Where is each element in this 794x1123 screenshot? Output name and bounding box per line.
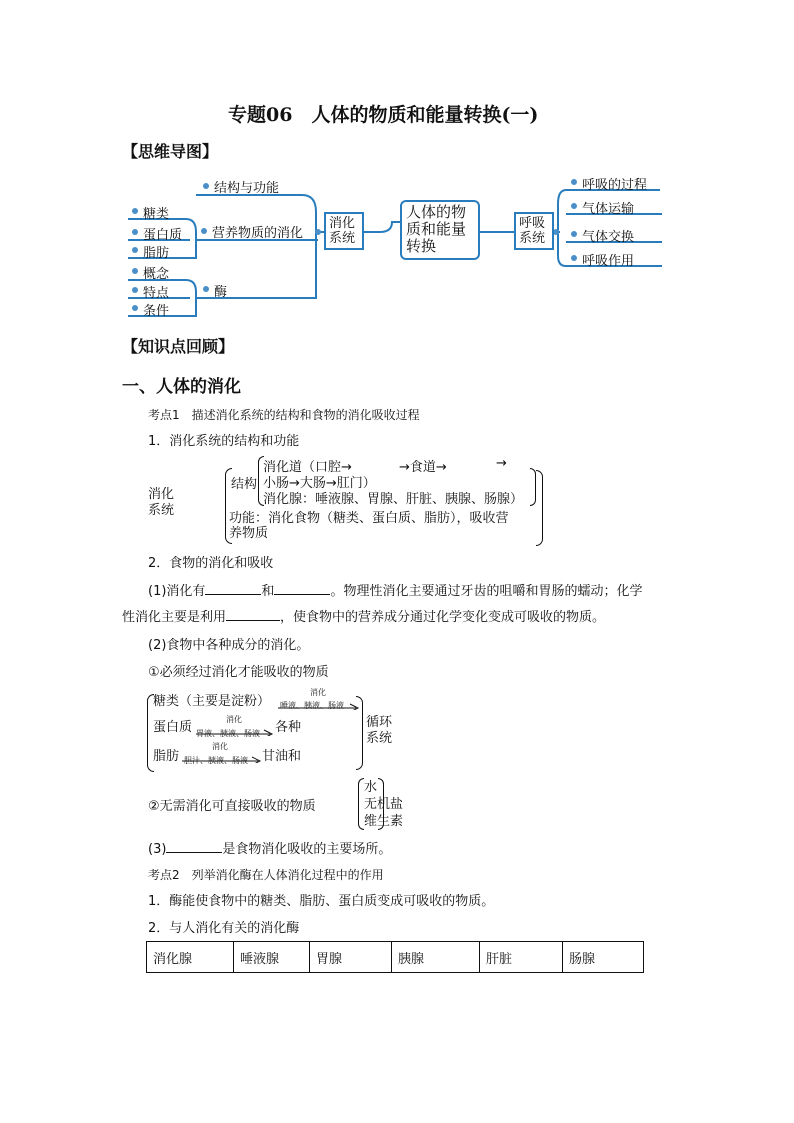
sub2-heading: 2．食物的消化和吸收: [148, 556, 274, 571]
review-section-heading: 【知识点回顾】: [122, 337, 235, 356]
para1-text-c: 。物理性消化主要通过牙齿的咀嚼和胃肠的蠕动；化学: [330, 584, 643, 599]
sub1-heading: 1．消化系统的结构和功能: [148, 434, 300, 449]
table-cell: 唾液腺: [234, 942, 310, 973]
circulation-line1: 循环: [366, 715, 393, 730]
mindmap-resp-item-2: 气体交换: [582, 230, 635, 245]
tract-line-1b: →食道→: [399, 460, 447, 475]
system-right-brace: [536, 470, 543, 546]
system-label-line2: 系统: [148, 503, 175, 518]
fat-digest-word: 消化: [212, 742, 228, 751]
mindmap-resp-item-3: 呼吸作用: [582, 254, 635, 269]
no-digest-item-vitamins: 维生素: [364, 814, 404, 829]
glands-line: 消化腺：唾液腺、胃腺、肝脏、胰腺、肠腺）: [263, 492, 524, 507]
blank-main-site[interactable]: [166, 840, 222, 853]
enzyme-line-2: 2．与人消化有关的消化酶: [148, 921, 300, 936]
mindmap-nutrient-2: 脂肪: [143, 246, 170, 261]
protein-product: 各种: [275, 720, 302, 735]
table-row: [147, 942, 644, 973]
mindmap-node-nutrient-digestion: 营养物质的消化: [212, 226, 304, 241]
table-cell: 胃腺: [310, 942, 392, 973]
mindmap-nutrient-1: 蛋白质: [143, 228, 183, 243]
mindmap-section-heading: 【思维导图】: [122, 142, 219, 161]
review-heading-digestion: 一、人体的消化: [122, 377, 241, 397]
mindmap-node-respiratory-system: 呼吸系统: [514, 212, 554, 250]
protein-label: 蛋白质: [153, 720, 193, 735]
blank-chemical-digestion[interactable]: [274, 582, 330, 595]
carb-label: 糖类（主要是淀粉）: [153, 694, 271, 709]
function-line-1: 功能：消化食物（糖类、蛋白质、脂肪），吸收营: [229, 511, 509, 526]
fat-arrow: [182, 749, 264, 763]
carb-digest-word: 消化: [310, 688, 326, 697]
para1-text-a: (1)消化有: [148, 584, 206, 599]
fat-enzymes: 胆汁、胰液、肠液: [184, 756, 248, 765]
mindmap-node-digestive-system: 消化系统: [324, 212, 364, 250]
mindmap-enzyme-item-1: 特点: [143, 286, 170, 301]
para2: (2)食物中各种成分的消化。: [148, 638, 310, 653]
system-label-line1: 消化: [148, 487, 175, 502]
mindmap-node-center: 人体的物质和能量转换: [400, 200, 480, 260]
para3-text-a: (3): [148, 842, 167, 857]
page-title: 专题06 人体的物质和能量转换(一): [228, 104, 539, 126]
para1-line1: [148, 580, 642, 599]
table-cell: 肝脏: [480, 942, 563, 973]
protein-enzymes: 胃液、胰液、肠液: [196, 729, 260, 738]
mindmap-resp-item-0: 呼吸的过程: [582, 178, 648, 193]
para3-text-b: 是食物消化吸收的主要场所。: [222, 842, 392, 857]
mindmap-node-structure: 结构与功能: [214, 181, 280, 196]
carb-arrow: [278, 696, 362, 710]
protein-digest-word: 消化: [226, 715, 242, 724]
table-cell: 胰腺: [392, 942, 480, 973]
circulation-line2: 系统: [366, 731, 393, 746]
mindmap-node-enzyme: 酶: [214, 285, 228, 300]
para3: [148, 838, 391, 857]
para1-text-d: 性消化主要是利用: [122, 610, 227, 625]
protein-arrow: [196, 722, 276, 736]
blank-enzyme[interactable]: [226, 608, 280, 621]
must-digest-heading: ①必须经过消化才能吸收的物质: [148, 665, 329, 680]
no-digest-heading: ②无需消化可直接吸收的物质: [148, 799, 316, 814]
fat-label: 脂肪: [153, 749, 180, 764]
table-cell: 消化腺: [147, 942, 234, 973]
no-digest-item-water: 水: [364, 780, 378, 795]
blank-physical-digestion[interactable]: [205, 582, 261, 595]
mindmap-enzyme-item-2: 条件: [143, 304, 170, 319]
para1-line2: [122, 606, 605, 625]
table-cell: 肠腺: [563, 942, 644, 973]
enzyme-line-1: 1．酶能使食物中的糖类、脂肪、蛋白质变成可吸收的物质。: [148, 894, 495, 909]
fat-product: 甘油和: [262, 749, 302, 764]
food-right-brace: [356, 696, 363, 770]
para1-text-e: ，使食物中的营养成分通过化学变化变成可吸收的物质。: [280, 610, 606, 625]
no-digest-item-minerals: 无机盐: [364, 797, 404, 812]
tract-line-2: 小肠→大肠→肛门）: [263, 476, 376, 491]
enzyme-table: [146, 941, 644, 973]
function-line-2: 养物质: [229, 526, 269, 541]
kp1-heading: 考点1 描述消化系统的结构和食物的消化吸收过程: [148, 408, 420, 422]
para1-text-b: 和: [261, 584, 275, 599]
tract-line-1c: →: [496, 456, 507, 471]
mindmap-enzyme-item-0: 概念: [143, 267, 170, 282]
mindmap-resp-item-1: 气体运输: [582, 202, 635, 217]
mindmap-connectors: [0, 0, 794, 330]
kp2-heading: 考点2 列举消化酶在人体消化过程中的作用: [148, 868, 384, 882]
structure-label: 结构: [231, 477, 258, 492]
carb-enzymes: 唾液、胰液、肠液: [280, 701, 344, 710]
tract-line-1a: 消化道（口腔→: [263, 460, 352, 475]
no-digest-right-brace: [378, 778, 384, 830]
mindmap-nutrient-0: 糖类: [143, 207, 170, 222]
